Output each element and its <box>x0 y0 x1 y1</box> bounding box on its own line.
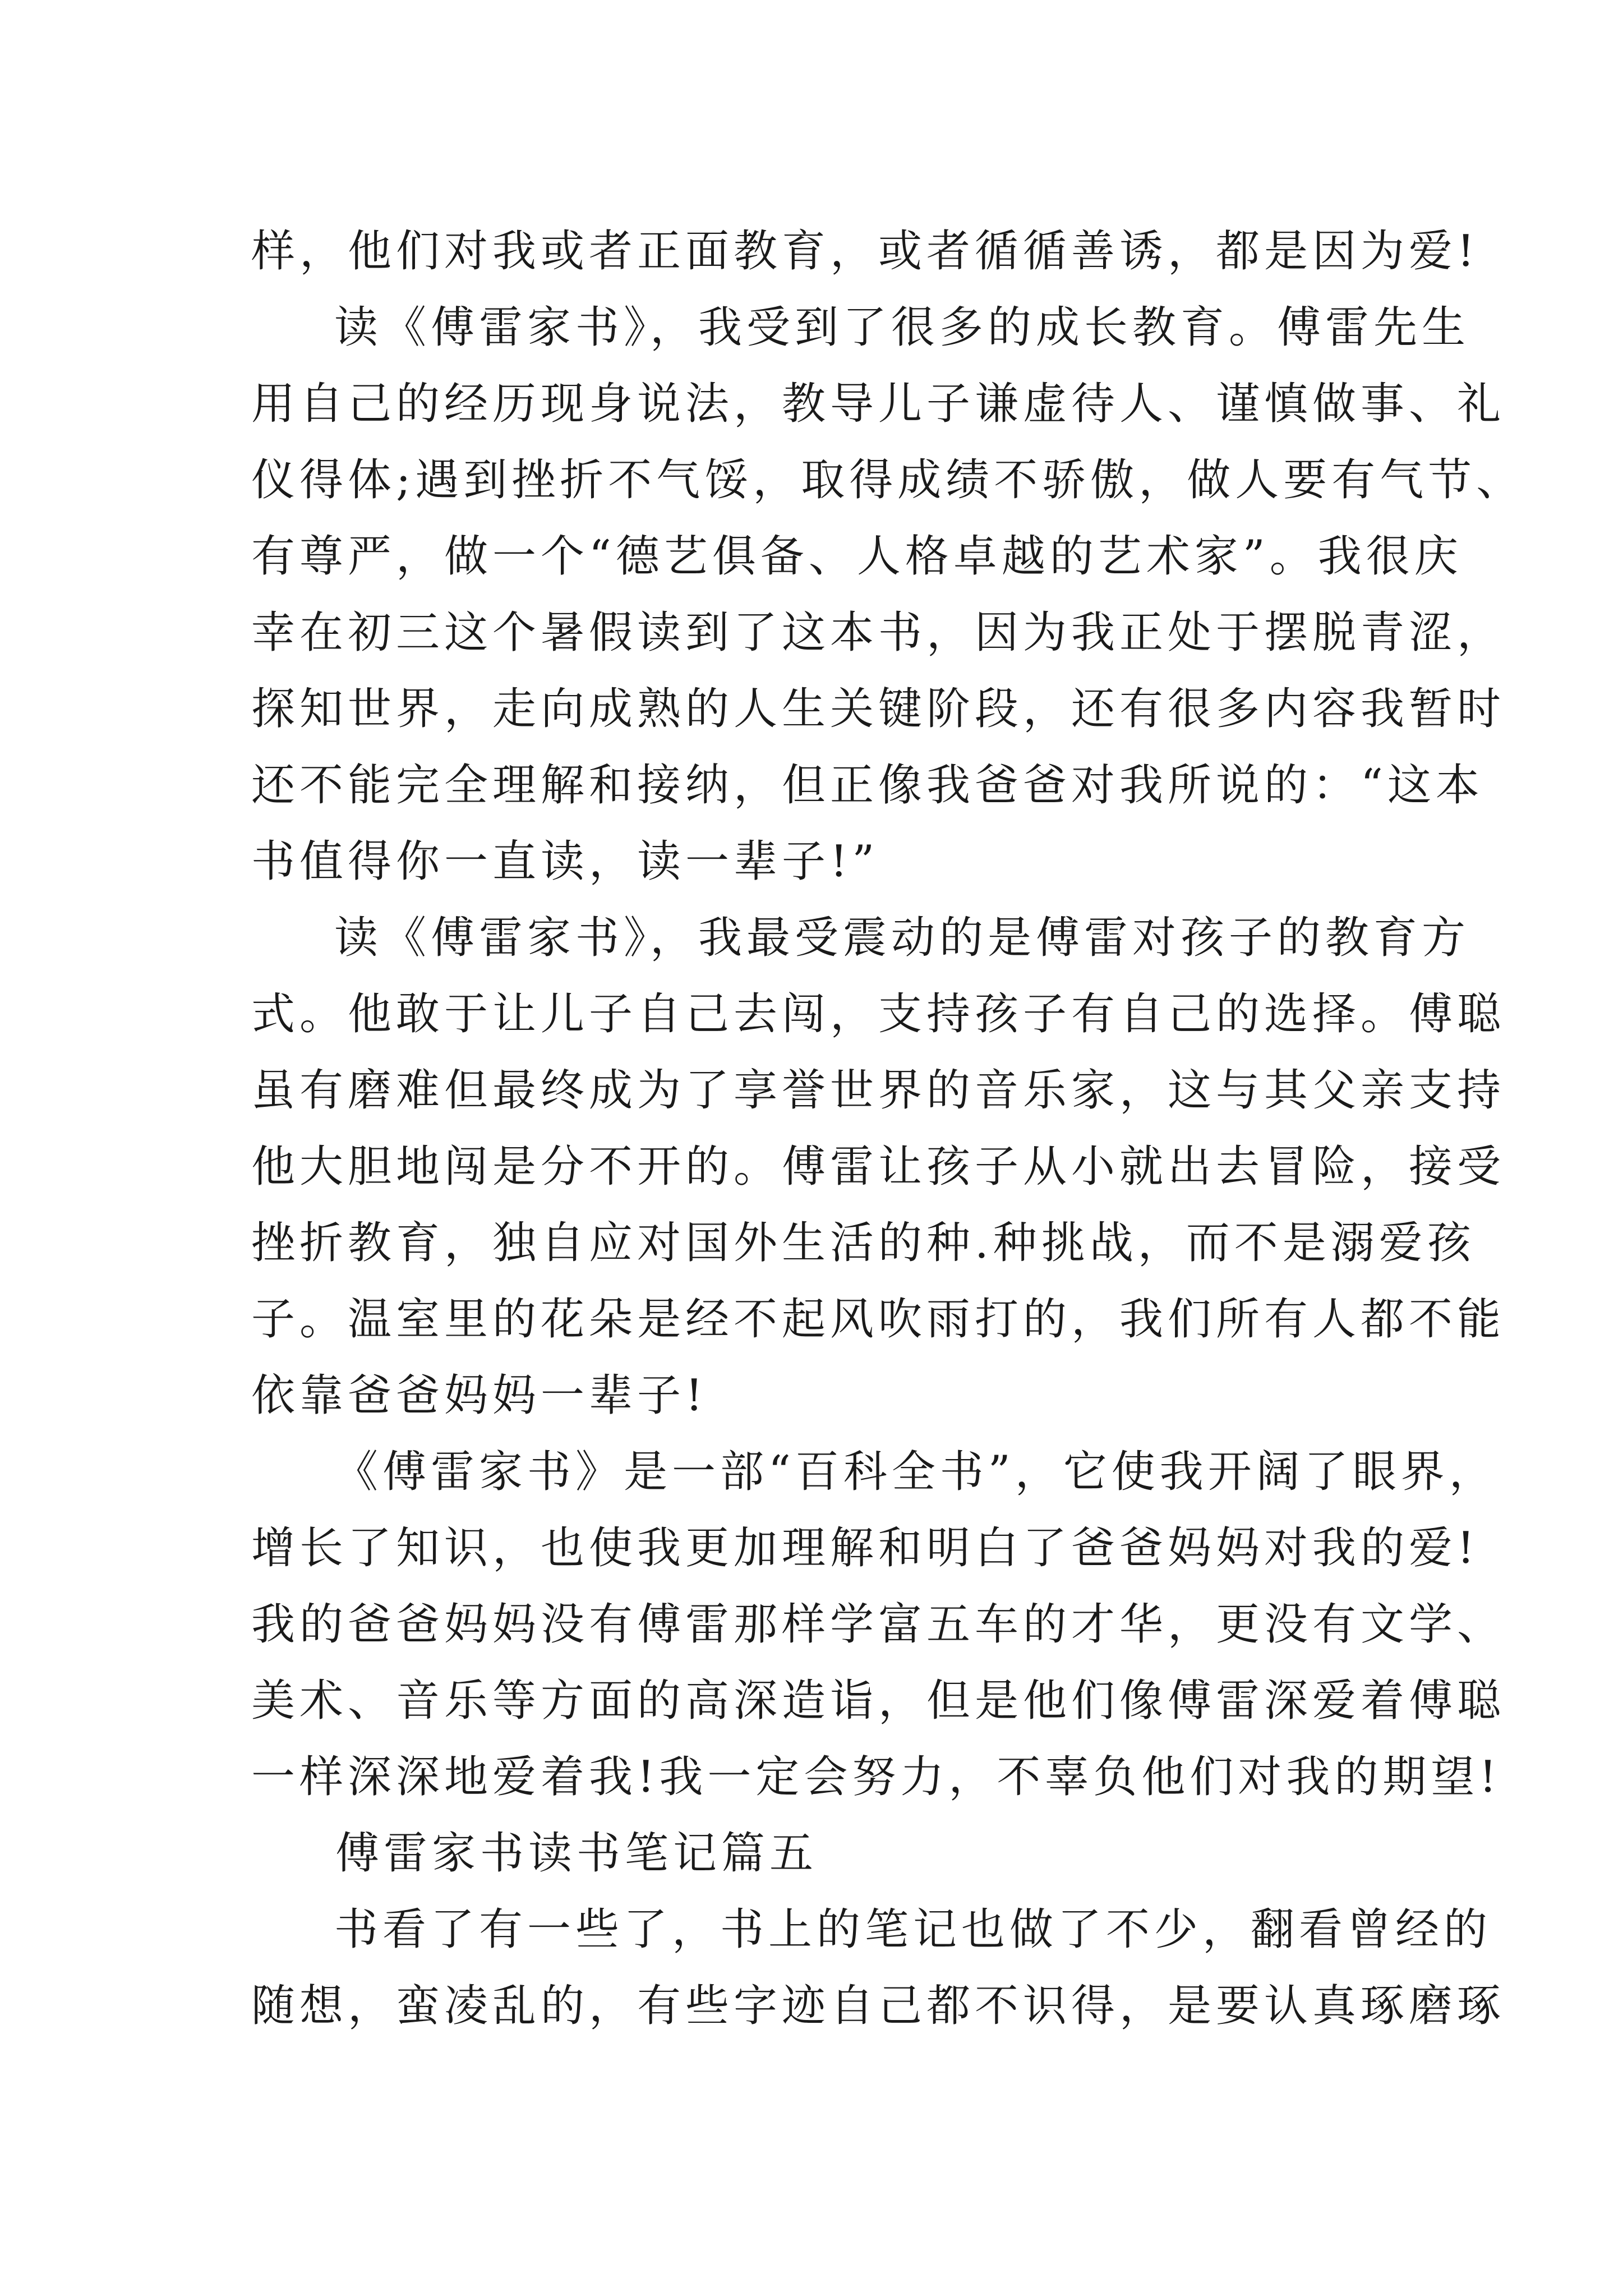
text-line: 一样深深地爱着我!我一定会努力，不辜负他们对我的期望! <box>251 1752 1501 1802</box>
text-line: 书值得你一直读，读一辈子!” <box>251 836 879 887</box>
paragraph-start-line: 《傅雷家书》是一部“百科全书”，它使我开阔了眼界， <box>334 1447 1497 1497</box>
section-heading: 傅雷家书读书笔记篇五 <box>335 1828 818 1879</box>
text-line: 虽有磨难但最终成为了享誉世界的音乐家，这与其父亲支持 <box>251 1065 1506 1116</box>
text-line: 有尊严，做一个“德艺俱备、人格卓越的艺术家”。我很庆 <box>251 531 1463 582</box>
text-line: 探知世界，走向成熟的人生关键阶段，还有很多内容我暂时 <box>251 684 1506 734</box>
text-line: 他大胆地闯是分不开的。傅雷让孩子从小就出去冒险，接受 <box>251 1142 1506 1192</box>
paragraph-start-line: 读《傅雷家书》，我最受震动的是傅雷对孩子的教育方 <box>334 913 1470 963</box>
text-line: 我的爸爸妈妈没有傅雷那样学富五车的才华，更没有文学、 <box>251 1599 1506 1650</box>
text-line: 仪得体;遇到挫折不气馁，取得成绩不骄傲，做人要有气节、 <box>251 455 1525 505</box>
text-line: 幸在初三这个暑假读到了这本书，因为我正处于摆脱青涩， <box>251 608 1506 658</box>
text-line: 还不能完全理解和接纳，但正像我爸爸对我所说的：“这本 <box>251 760 1484 811</box>
text-line: 挫折教育，独自应对国外生活的种.种挑战，而不是溺爱孩 <box>251 1218 1476 1268</box>
paragraph-start-line: 读《傅雷家书》，我受到了很多的成长教育。傅雷先生 <box>334 302 1470 353</box>
text-line: 子。温室里的花朵是经不起风吹雨打的，我们所有人都不能 <box>251 1294 1506 1345</box>
body-text <box>251 213 1525 2044</box>
text-line: 随想，蛮凌乱的，有些字迹自己都不识得，是要认真琢磨琢 <box>251 1981 1506 2031</box>
text-line: 依靠爸爸妈妈一辈子! <box>251 1370 708 1421</box>
text-line: 用自己的经历现身说法，教导儿子谦虚待人、谨慎做事、礼 <box>251 379 1506 429</box>
text-line: 美术、音乐等方面的高深造诣，但是他们像傅雷深爱着傅聪 <box>251 1676 1506 1726</box>
text-line: 式。他敢于让儿子自己去闯，支持孩子有自己的选择。傅聪 <box>251 989 1506 1039</box>
text-line: 样，他们对我或者正面教育，或者循循善诱，都是因为爱! <box>251 226 1479 277</box>
paragraph-start-line: 书看了有一些了，书上的笔记也做了不少，翻看曾经的 <box>334 1904 1492 1955</box>
text-line: 增长了知识，也使我更加理解和明白了爸爸妈妈对我的爱! <box>251 1523 1479 1573</box>
